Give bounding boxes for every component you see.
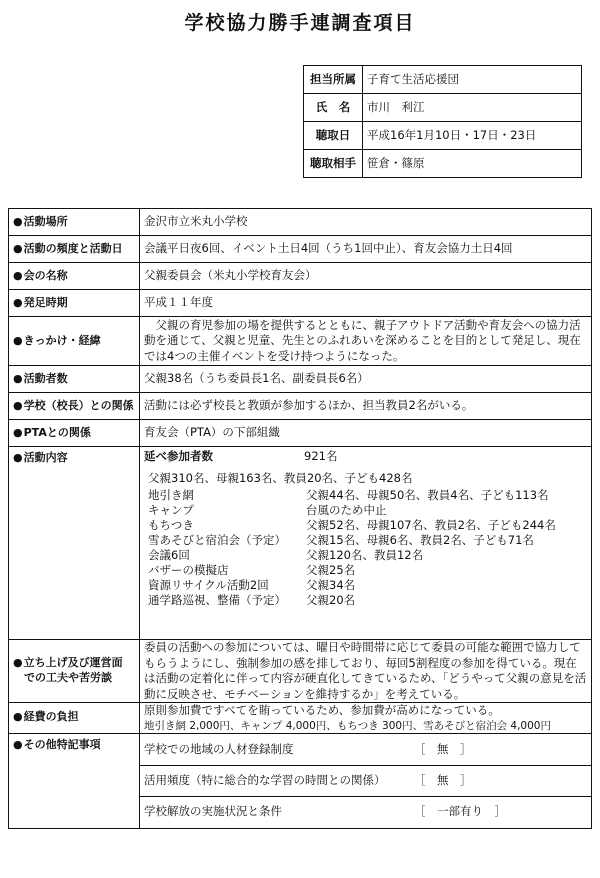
row-name: [9, 263, 592, 290]
info-row: [304, 150, 582, 178]
event-detail: 台風のため中止: [306, 502, 387, 517]
event-detail: 父親25名: [306, 562, 356, 577]
info-label: 担当所属: [304, 66, 363, 94]
event-detail: 父親44名、母親50名、教員4名、子ども113名: [306, 488, 549, 503]
event-name: 雪あそびと宿泊会（予定）: [148, 532, 286, 547]
bullet-icon: ●: [13, 398, 23, 412]
row-label: [9, 393, 140, 420]
row-reason: [9, 317, 592, 366]
event-detail: 父親20名: [306, 592, 356, 607]
event-detail: 父親34名: [306, 577, 356, 592]
issues-text: 委員の活動への参加については、曜日や時間帯に応じて委員の可能な範囲で協力してもらうようにし、強制参加の感を排しており、毎回5割程度の参加を得ている。現在は活動の定着化に伴って内容が硬直化してきているため、「どうやって父親の意見を活動に反映させ、モチベーションを維持するか」を考えている。: [144, 640, 587, 701]
row-other: [9, 733, 592, 828]
label-text: 学校（校長）との関係: [23, 398, 134, 412]
row-school: [9, 393, 592, 420]
other-label: 学校での地域の人材登録制度: [144, 741, 294, 756]
other-value: ［ 一部有り ］: [414, 803, 506, 818]
other-value: ［ 無 ］: [414, 741, 472, 756]
event-detail: 父親15名、母親6名、教員2名、子ども71名: [306, 532, 534, 547]
bullet-icon: ●: [13, 333, 23, 347]
bullet-icon: ●: [13, 268, 23, 282]
other-label: 活用頻度（特に総合的な学習の時間との関係）: [144, 772, 386, 787]
row-value: 平成１１年度: [140, 290, 592, 317]
row-label: [9, 447, 140, 640]
other-item: [140, 766, 591, 797]
label-text: 活動内容: [23, 451, 68, 464]
content-list: [148, 488, 587, 608]
label-text: 活動場所: [23, 214, 68, 228]
event-name: バザーの模擬店: [148, 562, 229, 577]
bullet-icon: ●: [13, 295, 23, 309]
event-name: 地引き網: [148, 488, 194, 503]
info-row: [304, 66, 582, 94]
bullet-icon: ●: [13, 425, 23, 439]
row-value: [140, 317, 592, 366]
info-value: 平成16年1月10日・17日・23日: [363, 122, 582, 150]
content-total: [144, 449, 587, 465]
cost-line: 地引き網 2,000円、キャンプ 4,000円、もちつき 300円、雪あそびと宿泊会 4,000円: [144, 719, 551, 732]
info-value: 子育て生活応援団: [363, 66, 582, 94]
row-label: [9, 640, 140, 703]
label-text: 活動の頻度と活動日: [23, 241, 123, 255]
info-label: 聴取日: [304, 122, 363, 150]
row-content: [9, 447, 592, 640]
other-item: [140, 797, 591, 827]
label-text: での工夫や苦労談: [24, 671, 112, 685]
event-name: キャンプ: [148, 502, 194, 517]
row-label: [9, 209, 140, 236]
event-name: 資源リサイクル活動2回: [148, 577, 269, 592]
row-value: [140, 447, 592, 640]
row-label: [9, 733, 140, 828]
bullet-icon: ●: [13, 451, 23, 464]
row-frequency: [9, 236, 592, 263]
row-value: [140, 733, 592, 828]
row-issues: [9, 640, 592, 703]
label-text: その他特記事項: [23, 737, 101, 751]
label-text: 経費の負担: [23, 710, 79, 724]
row-label: [9, 290, 140, 317]
row-label: [9, 263, 140, 290]
survey-table: [8, 208, 592, 829]
event-name: 会議6回: [148, 547, 190, 562]
label-text: 会の名称: [23, 268, 68, 282]
other-label: 学校解放の実施状況と条件: [144, 803, 282, 818]
row-value: [140, 640, 592, 703]
row-value: 父親38名（うち委員長1名、副委員長6名）: [140, 366, 592, 393]
row-value: 金沢市立米丸小学校: [140, 209, 592, 236]
row-value: 会議平日夜6回、イベント土日4回（うち1回中止）、育友会協力土日4回: [140, 236, 592, 263]
info-row: [304, 94, 582, 122]
row-start: [9, 290, 592, 317]
info-value: 笹倉・篠原: [363, 150, 582, 178]
info-row: [304, 122, 582, 150]
bullet-icon: ●: [13, 710, 23, 724]
row-value: [140, 703, 592, 734]
info-label: 氏 名: [304, 94, 363, 122]
info-value: 市川 利江: [363, 94, 582, 122]
row-label: [9, 317, 140, 366]
label-text: 発足時期: [23, 295, 68, 309]
info-label: 聴取相手: [304, 150, 363, 178]
document-title: 学校協力勝手連調査項目: [184, 12, 416, 34]
row-cost: [9, 703, 592, 734]
row-label: [9, 366, 140, 393]
row-value: 育友会（PTA）の下部組織: [140, 420, 592, 447]
bullet-icon: ●: [13, 241, 23, 255]
row-value: 活動には必ず校長と教頭が参加するほか、担当教員2名がいる。: [140, 393, 592, 420]
total-label: 延べ参加者数: [144, 449, 213, 463]
row-members: [9, 366, 592, 393]
bullet-icon: ●: [13, 371, 23, 385]
info-table: [303, 65, 582, 178]
row-label: [9, 420, 140, 447]
row-pta: [9, 420, 592, 447]
row-label: [9, 703, 140, 734]
row-place: [9, 209, 592, 236]
event-detail: 父親52名、母親107名、教員2名、子ども244名: [306, 517, 556, 532]
other-item: [140, 735, 591, 766]
cost-line: 原則参加費ですべてを賄っているため、参加費が高めになっている。: [144, 703, 500, 718]
bullet-icon: ●: [13, 737, 23, 751]
other-value: ［ 無 ］: [414, 772, 472, 787]
bullet-icon: ●: [13, 656, 23, 670]
label-text: 活動者数: [23, 371, 68, 385]
total-value: 921名: [304, 449, 338, 463]
event-detail: 父親120名、教員12名: [306, 547, 424, 562]
row-label: [9, 236, 140, 263]
reason-text: 父親の育児参加の場を提供するとともに、親子アウトドア活動や育友会への協力活動を通じて、父親と児童、先生とのふれあいを深めることを目的として発足し、現在では4つの主催イベントを受け持つようになった。: [144, 317, 581, 363]
label-text: PTAとの関係: [23, 425, 91, 439]
label-text: 立ち上げ及び運営面: [23, 656, 123, 670]
event-name: 通学路巡視、整備（予定）: [148, 592, 286, 607]
bullet-icon: ●: [13, 214, 23, 228]
event-name: もちつき: [148, 517, 194, 532]
row-value: 父親委員会（米丸小学校育友会）: [140, 263, 592, 290]
content-summary: 父親310名、母親163名、教員20名、子ども428名: [148, 470, 413, 485]
label-text: きっかけ・経緯: [23, 333, 101, 347]
